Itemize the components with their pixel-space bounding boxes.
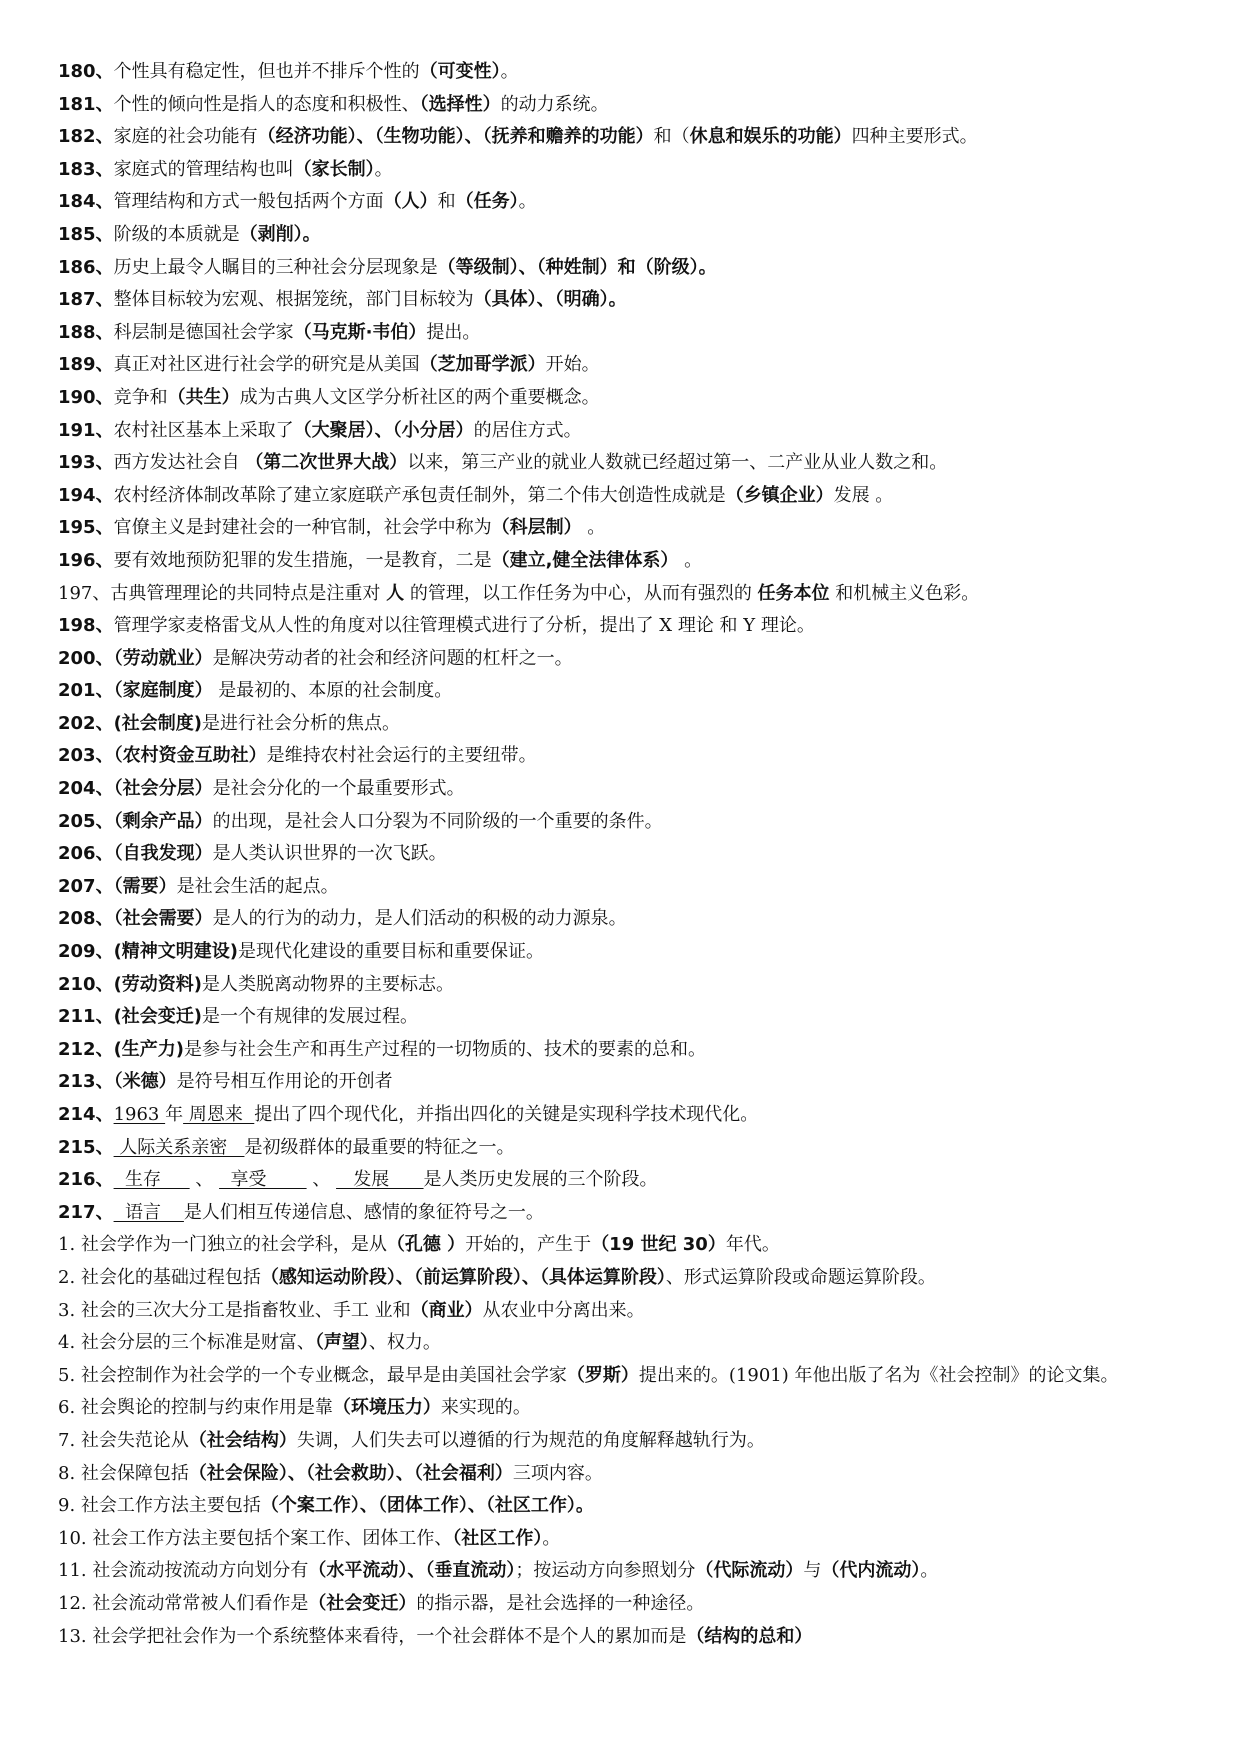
item-number: 184、 bbox=[58, 191, 114, 213]
question-text: 成为古典人文区学分析社区的两个重要概念。 bbox=[239, 386, 600, 408]
question-text: 发展 。 bbox=[833, 484, 894, 506]
item-number: 188、 bbox=[58, 321, 114, 343]
text-line bbox=[58, 56, 1198, 89]
answer-text: （马克斯·韦伯） bbox=[293, 321, 427, 343]
question-text: 。 bbox=[678, 549, 703, 571]
answer-text: （家长制） bbox=[293, 158, 375, 180]
item-number: 5. bbox=[58, 1364, 81, 1386]
answer-text: （第二次世界大战） bbox=[245, 452, 408, 474]
item-number: 190、 bbox=[58, 386, 114, 408]
text-line bbox=[58, 903, 1198, 936]
question-text: 是现代化建设的重要目标和重要保证。 bbox=[238, 941, 545, 963]
text-line bbox=[58, 969, 1198, 1002]
question-text: 四种主要形式。 bbox=[851, 126, 978, 148]
question-text: 要有效地预防犯罪的发生措施，一是教育，二是 bbox=[113, 549, 492, 571]
text-line bbox=[58, 545, 1198, 578]
item-number: 212、 bbox=[58, 1038, 114, 1060]
question-text: 科层制是德国社会学家 bbox=[113, 321, 294, 343]
item-number: 216、 bbox=[58, 1169, 114, 1191]
text-line bbox=[58, 773, 1198, 806]
text-line bbox=[58, 382, 1198, 415]
answer-text: (精神文明建设) bbox=[113, 941, 239, 963]
item-number: 186、 bbox=[58, 256, 114, 278]
item-number: 1. bbox=[58, 1234, 81, 1256]
item-number: 200、 bbox=[58, 647, 114, 669]
text-line bbox=[58, 1588, 1198, 1621]
text-line bbox=[58, 740, 1198, 773]
question-text: 管理结构和方式一般包括两个方面 bbox=[113, 191, 384, 213]
text-line bbox=[58, 1327, 1198, 1360]
text-line bbox=[58, 121, 1198, 154]
item-number: 180、 bbox=[58, 61, 114, 82]
question-text: 。 bbox=[920, 1560, 939, 1582]
question-text: 社会的三次大分工是指畜牧业、手工 业和 bbox=[80, 1299, 411, 1321]
question-text: 西方发达社会自 bbox=[113, 452, 246, 474]
question-text: 是符号相互作用论的开创者 bbox=[176, 1071, 393, 1093]
question-text: 。 bbox=[518, 191, 537, 213]
question-text: 古典管理理论的共同特点是注重对 bbox=[110, 582, 387, 604]
question-text: 和（ bbox=[653, 126, 690, 148]
answer-text: （选择性） bbox=[419, 93, 501, 115]
question-text: 是人类脱离动物界的主要标志。 bbox=[202, 973, 455, 995]
question-text: 个性具有稳定性，但也并不排斥个性的 bbox=[113, 61, 420, 82]
question-text: 社会化的基础过程包括 bbox=[80, 1266, 261, 1288]
answer-text: （社会需要） bbox=[113, 908, 213, 930]
answer-text: 人 bbox=[386, 582, 405, 604]
question-text: 和 bbox=[437, 191, 456, 213]
question-text: 从农业中分离出来。 bbox=[482, 1299, 645, 1321]
item-number: 217、 bbox=[58, 1201, 114, 1223]
answer-text: （劳动就业） bbox=[113, 647, 213, 669]
answer-text: （声望） bbox=[314, 1332, 369, 1354]
item-number: 8. bbox=[58, 1462, 81, 1484]
fill-blank-answer: 语言 bbox=[113, 1201, 184, 1223]
question-text: 来实现的。 bbox=[440, 1397, 531, 1419]
text-line bbox=[58, 871, 1198, 904]
question-text: 家庭式的管理结构也叫 bbox=[113, 158, 294, 180]
text-line bbox=[58, 1262, 1198, 1295]
answer-text: （社会分层） bbox=[113, 778, 213, 800]
item-number: 195、 bbox=[58, 517, 114, 539]
question-text: ；按运动方向参照划分 bbox=[515, 1560, 696, 1582]
answer-text: （大聚居）、（小分居） bbox=[293, 419, 474, 441]
item-number: 208、 bbox=[58, 908, 114, 930]
question-text: 提出。 bbox=[426, 321, 481, 343]
question-text: 竞争和 bbox=[113, 386, 168, 408]
answer-text: （社会结构） bbox=[188, 1429, 297, 1451]
item-number: 207、 bbox=[58, 875, 114, 897]
answer-text: （剥削）。 bbox=[239, 223, 321, 245]
text-line bbox=[58, 1523, 1198, 1556]
question-text: 社会工作方法主要包括个案工作、团体工作、 bbox=[92, 1527, 453, 1549]
answer-text: （结构的总和） bbox=[686, 1625, 813, 1647]
text-line bbox=[58, 1555, 1198, 1588]
question-text: 的出现，是社会人口分裂为不同阶级的一个重要的条件。 bbox=[212, 810, 663, 832]
text-line bbox=[58, 1425, 1198, 1458]
question-text: 年代。 bbox=[725, 1234, 780, 1256]
item-number: 187、 bbox=[58, 289, 114, 311]
question-text: 阶级的本质就是 bbox=[113, 223, 240, 245]
question-text: 是解决劳动者的社会和经济问题的杠杆之一。 bbox=[212, 647, 573, 669]
question-text: 提出了四个现代化，并指出四化的关键是实现科学技术现代化。 bbox=[254, 1104, 759, 1125]
item-number: 205、 bbox=[58, 810, 114, 832]
document-page bbox=[58, 56, 1198, 1653]
answer-text: （孔德 ） bbox=[386, 1234, 466, 1256]
text-line bbox=[58, 838, 1198, 871]
answer-text: (社会制度) bbox=[113, 712, 203, 734]
question-text: 提出来的。(1901) 年他出版了名为《社会控制》的论文集。 bbox=[638, 1364, 1119, 1386]
question-text: 是社会生活的起点。 bbox=[176, 875, 339, 897]
answer-text: （共生） bbox=[167, 386, 240, 408]
question-text: 是人类历史发展的三个阶段。 bbox=[423, 1169, 658, 1191]
question-text: 。 bbox=[374, 158, 393, 180]
answer-text: （剩余产品） bbox=[113, 810, 213, 832]
text-line bbox=[58, 512, 1198, 545]
text-line bbox=[58, 1197, 1198, 1230]
answer-text: （乡镇企业） bbox=[725, 484, 834, 506]
text-line bbox=[58, 415, 1198, 448]
answer-text: （19 世纪 30） bbox=[591, 1234, 726, 1256]
answer-text: 休息和娱乐的功能） bbox=[689, 126, 852, 148]
answer-text: 任务本位 bbox=[757, 582, 830, 604]
question-text: 失调，人们失去可以遵循的行为规范的角度解释越轨行为。 bbox=[296, 1429, 765, 1451]
answer-text: (生产力) bbox=[113, 1038, 185, 1060]
question-text: 社会失范论从 bbox=[80, 1429, 189, 1451]
text-line bbox=[58, 1360, 1198, 1393]
item-number: 203、 bbox=[58, 745, 114, 767]
question-text: 真正对社区进行社会学的研究是从美国 bbox=[113, 354, 420, 376]
question-text: 社会控制作为社会学的一个专业概念，最早是由美国社会学家 bbox=[80, 1364, 567, 1386]
item-number: 189、 bbox=[58, 354, 114, 376]
question-text: 的管理，以工作任务为中心，从而有强烈的 bbox=[404, 582, 758, 604]
question-text: 是初级群体的最重要的特征之一。 bbox=[244, 1136, 515, 1158]
answer-text: （社会变迁） bbox=[308, 1592, 417, 1614]
answer-text: (社会变迁) bbox=[113, 1006, 203, 1028]
text-line bbox=[58, 186, 1198, 219]
answer-text: （米德） bbox=[113, 1071, 177, 1093]
text-line bbox=[58, 806, 1198, 839]
item-number: 215、 bbox=[58, 1136, 114, 1158]
question-text: 社会流动按流动方向划分有 bbox=[92, 1560, 309, 1582]
question-text: 开始。 bbox=[545, 354, 600, 376]
question-text: 整体目标较为宏观、根据笼统，部门目标较为 bbox=[113, 289, 474, 311]
item-number: 194、 bbox=[58, 484, 114, 506]
text-line bbox=[58, 1164, 1198, 1197]
question-text: 开始的，产生于 bbox=[465, 1234, 592, 1256]
question-text: 是社会分化的一个最重要形式。 bbox=[212, 778, 465, 800]
question-text: 是一个有规律的发展过程。 bbox=[202, 1006, 419, 1028]
item-number: 10. bbox=[58, 1527, 93, 1549]
item-number: 209、 bbox=[58, 941, 114, 963]
text-line bbox=[58, 1458, 1198, 1491]
item-number: 183、 bbox=[58, 158, 114, 180]
question-text: 是维持农村社会运行的主要纽带。 bbox=[266, 745, 537, 767]
answer-text: （环境压力） bbox=[332, 1397, 441, 1419]
text-line bbox=[58, 284, 1198, 317]
text-line bbox=[58, 317, 1198, 350]
question-text: 是人的行为的动力，是人们活动的积极的动力源泉。 bbox=[212, 908, 627, 930]
text-line bbox=[58, 643, 1198, 676]
item-number: 9. bbox=[58, 1495, 81, 1517]
item-number: 7. bbox=[58, 1429, 81, 1451]
text-line bbox=[58, 1099, 1198, 1132]
answer-text: （自我发现） bbox=[113, 843, 213, 865]
item-number: 12. bbox=[58, 1592, 93, 1614]
answer-text: （具体）、（明确）。 bbox=[473, 289, 627, 311]
question-text: 的居住方式。 bbox=[473, 419, 582, 441]
answer-text: （建立,健全法律体系） bbox=[491, 549, 679, 571]
item-number: 182、 bbox=[58, 126, 114, 148]
question-text: 社会分层的三个标准是财富、 bbox=[80, 1332, 315, 1354]
item-number: 13. bbox=[58, 1625, 93, 1647]
fill-blank-answer: 1963 bbox=[113, 1104, 166, 1125]
answer-text: （经济功能）、（生物功能）、（抚养和赡养的功能） bbox=[257, 126, 654, 148]
question-text: 、形式运算阶段或命题运算阶段。 bbox=[665, 1266, 936, 1288]
text-line bbox=[58, 219, 1198, 252]
question-text: 社会学作为一门独立的社会学科，是从 bbox=[80, 1234, 387, 1256]
answer-text: （社区工作） bbox=[452, 1527, 543, 1549]
question-text: 。 bbox=[500, 61, 519, 82]
text-line bbox=[58, 708, 1198, 741]
question-text: 与 bbox=[803, 1560, 822, 1582]
fill-blank-answer: 人际关系亲密 bbox=[113, 1136, 245, 1158]
item-number: 202、 bbox=[58, 712, 114, 734]
answer-text: （需要） bbox=[113, 875, 177, 897]
question-text: 个性的倾向性是指人的态度和积极性、 bbox=[113, 93, 420, 115]
item-number: 210、 bbox=[58, 973, 114, 995]
text-line bbox=[58, 447, 1198, 480]
text-line bbox=[58, 675, 1198, 708]
text-line bbox=[58, 154, 1198, 187]
text-line bbox=[58, 1392, 1198, 1425]
question-text: 社会工作方法主要包括 bbox=[80, 1495, 261, 1517]
item-number: 2. bbox=[58, 1266, 81, 1288]
question-text: 是最初的、本原的社会制度。 bbox=[212, 680, 453, 702]
item-number: 211、 bbox=[58, 1006, 114, 1028]
question-text: 。 bbox=[581, 517, 606, 539]
question-text: 社会学把社会作为一个系统整体来看待，一个社会群体不是个人的累加而是 bbox=[92, 1625, 687, 1647]
item-number: 198、 bbox=[58, 615, 114, 637]
text-line bbox=[58, 610, 1198, 643]
answer-text: （感知运动阶段）、（前运算阶段）、（具体运算阶段） bbox=[260, 1266, 666, 1288]
question-text: 的指示器，是社会选择的一种途径。 bbox=[416, 1592, 705, 1614]
answer-text: （罗斯） bbox=[566, 1364, 639, 1386]
text-line bbox=[58, 1001, 1198, 1034]
text-line bbox=[58, 89, 1198, 122]
question-text: 三项内容。 bbox=[512, 1462, 603, 1484]
item-number: 214、 bbox=[58, 1104, 114, 1125]
question-text: 是参与社会生产和再生产过程的一切物质的、技术的要素的总和。 bbox=[184, 1038, 707, 1060]
question-text: 农村经济体制改革除了建立家庭联产承包责任制外，第二个伟大创造性成就是 bbox=[113, 484, 726, 506]
text-line bbox=[58, 1034, 1198, 1067]
text-line bbox=[58, 349, 1198, 382]
answer-text: （可变性） bbox=[419, 61, 501, 82]
item-number: 193、 bbox=[58, 452, 114, 474]
question-text: 社会保障包括 bbox=[80, 1462, 189, 1484]
item-number: 11. bbox=[58, 1560, 93, 1582]
question-text: 管理学家麦格雷戈从人性的角度对以往管理模式进行了分析，提出了 X 理论 和 Y 理论。 bbox=[113, 615, 815, 637]
item-number: 191、 bbox=[58, 419, 114, 441]
text-line bbox=[58, 480, 1198, 513]
question-text: 。 bbox=[542, 1527, 561, 1549]
item-number: 3. bbox=[58, 1299, 81, 1321]
answer-text: （科层制） bbox=[491, 517, 582, 539]
text-line bbox=[58, 1490, 1198, 1523]
item-number: 4. bbox=[58, 1332, 81, 1354]
question-text: 社会舆论的控制与约束作用是靠 bbox=[80, 1397, 333, 1419]
question-text: 、权力。 bbox=[368, 1332, 441, 1354]
answer-text: （人） bbox=[383, 191, 438, 213]
answer-text: （个案工作）、（团体工作）、（社区工作）。 bbox=[260, 1495, 594, 1517]
answer-text: (劳动资料) bbox=[113, 973, 203, 995]
fill-blank-answer: 周恩来 bbox=[183, 1104, 255, 1125]
answer-text: （代内流动） bbox=[821, 1560, 921, 1582]
question-text: 以来，第三产业的就业人数就已经超过第一、二产业从业人数之和。 bbox=[407, 452, 948, 474]
text-line bbox=[58, 1295, 1198, 1328]
question-text: 年 bbox=[165, 1104, 184, 1125]
answer-text: （水平流动）、（垂直流动） bbox=[308, 1560, 516, 1582]
fill-blank-answer: 发展 bbox=[336, 1169, 424, 1191]
answer-text: （家庭制度） bbox=[113, 680, 213, 702]
item-number: 204、 bbox=[58, 778, 114, 800]
question-text: 社会流动常常被人们看作是 bbox=[92, 1592, 309, 1614]
question-text: 的动力系统。 bbox=[500, 93, 609, 115]
answer-text: （农村资金互助社） bbox=[113, 745, 267, 767]
fill-blank-answer: 享受 bbox=[219, 1169, 307, 1191]
text-line bbox=[58, 578, 1198, 611]
question-text: 是进行社会分析的焦点。 bbox=[202, 712, 401, 734]
question-text: 、 bbox=[189, 1169, 220, 1191]
item-number: 213、 bbox=[58, 1071, 114, 1093]
answer-text: （社会保险）、（社会救助）、（社会福利） bbox=[188, 1462, 513, 1484]
question-text: 、 bbox=[306, 1169, 337, 1191]
item-number: 6. bbox=[58, 1397, 81, 1419]
item-number: 185、 bbox=[58, 223, 114, 245]
answer-text: （任务） bbox=[455, 191, 519, 213]
text-line bbox=[58, 936, 1198, 969]
text-line bbox=[58, 1066, 1198, 1099]
question-text: 和机械主义色彩。 bbox=[829, 582, 980, 604]
answer-text: （等级制）、（种姓制）和（阶级）。 bbox=[437, 256, 717, 278]
item-number: 181、 bbox=[58, 93, 114, 115]
question-text: 是人们相互传递信息、感情的象征符号之一。 bbox=[183, 1201, 544, 1223]
text-line bbox=[58, 1132, 1198, 1165]
answer-text: （商业） bbox=[410, 1299, 483, 1321]
item-number: 196、 bbox=[58, 549, 114, 571]
answer-text: （芝加哥学派） bbox=[419, 354, 546, 376]
text-line bbox=[58, 1621, 1198, 1654]
item-number: 197、 bbox=[58, 582, 111, 604]
question-text: 是人类认识世界的一次飞跃。 bbox=[212, 843, 447, 865]
question-text: 历史上最令人瞩目的三种社会分层现象是 bbox=[113, 256, 438, 278]
question-text: 农村社区基本上采取了 bbox=[113, 419, 294, 441]
item-number: 201、 bbox=[58, 680, 114, 702]
question-text: 家庭的社会功能有 bbox=[113, 126, 258, 148]
question-text: 官僚主义是封建社会的一种官制，社会学中称为 bbox=[113, 517, 492, 539]
text-line bbox=[58, 1229, 1198, 1262]
item-number: 206、 bbox=[58, 843, 114, 865]
text-line bbox=[58, 252, 1198, 285]
fill-blank-answer: 生存 bbox=[113, 1169, 190, 1191]
answer-text: （代际流动） bbox=[695, 1560, 804, 1582]
